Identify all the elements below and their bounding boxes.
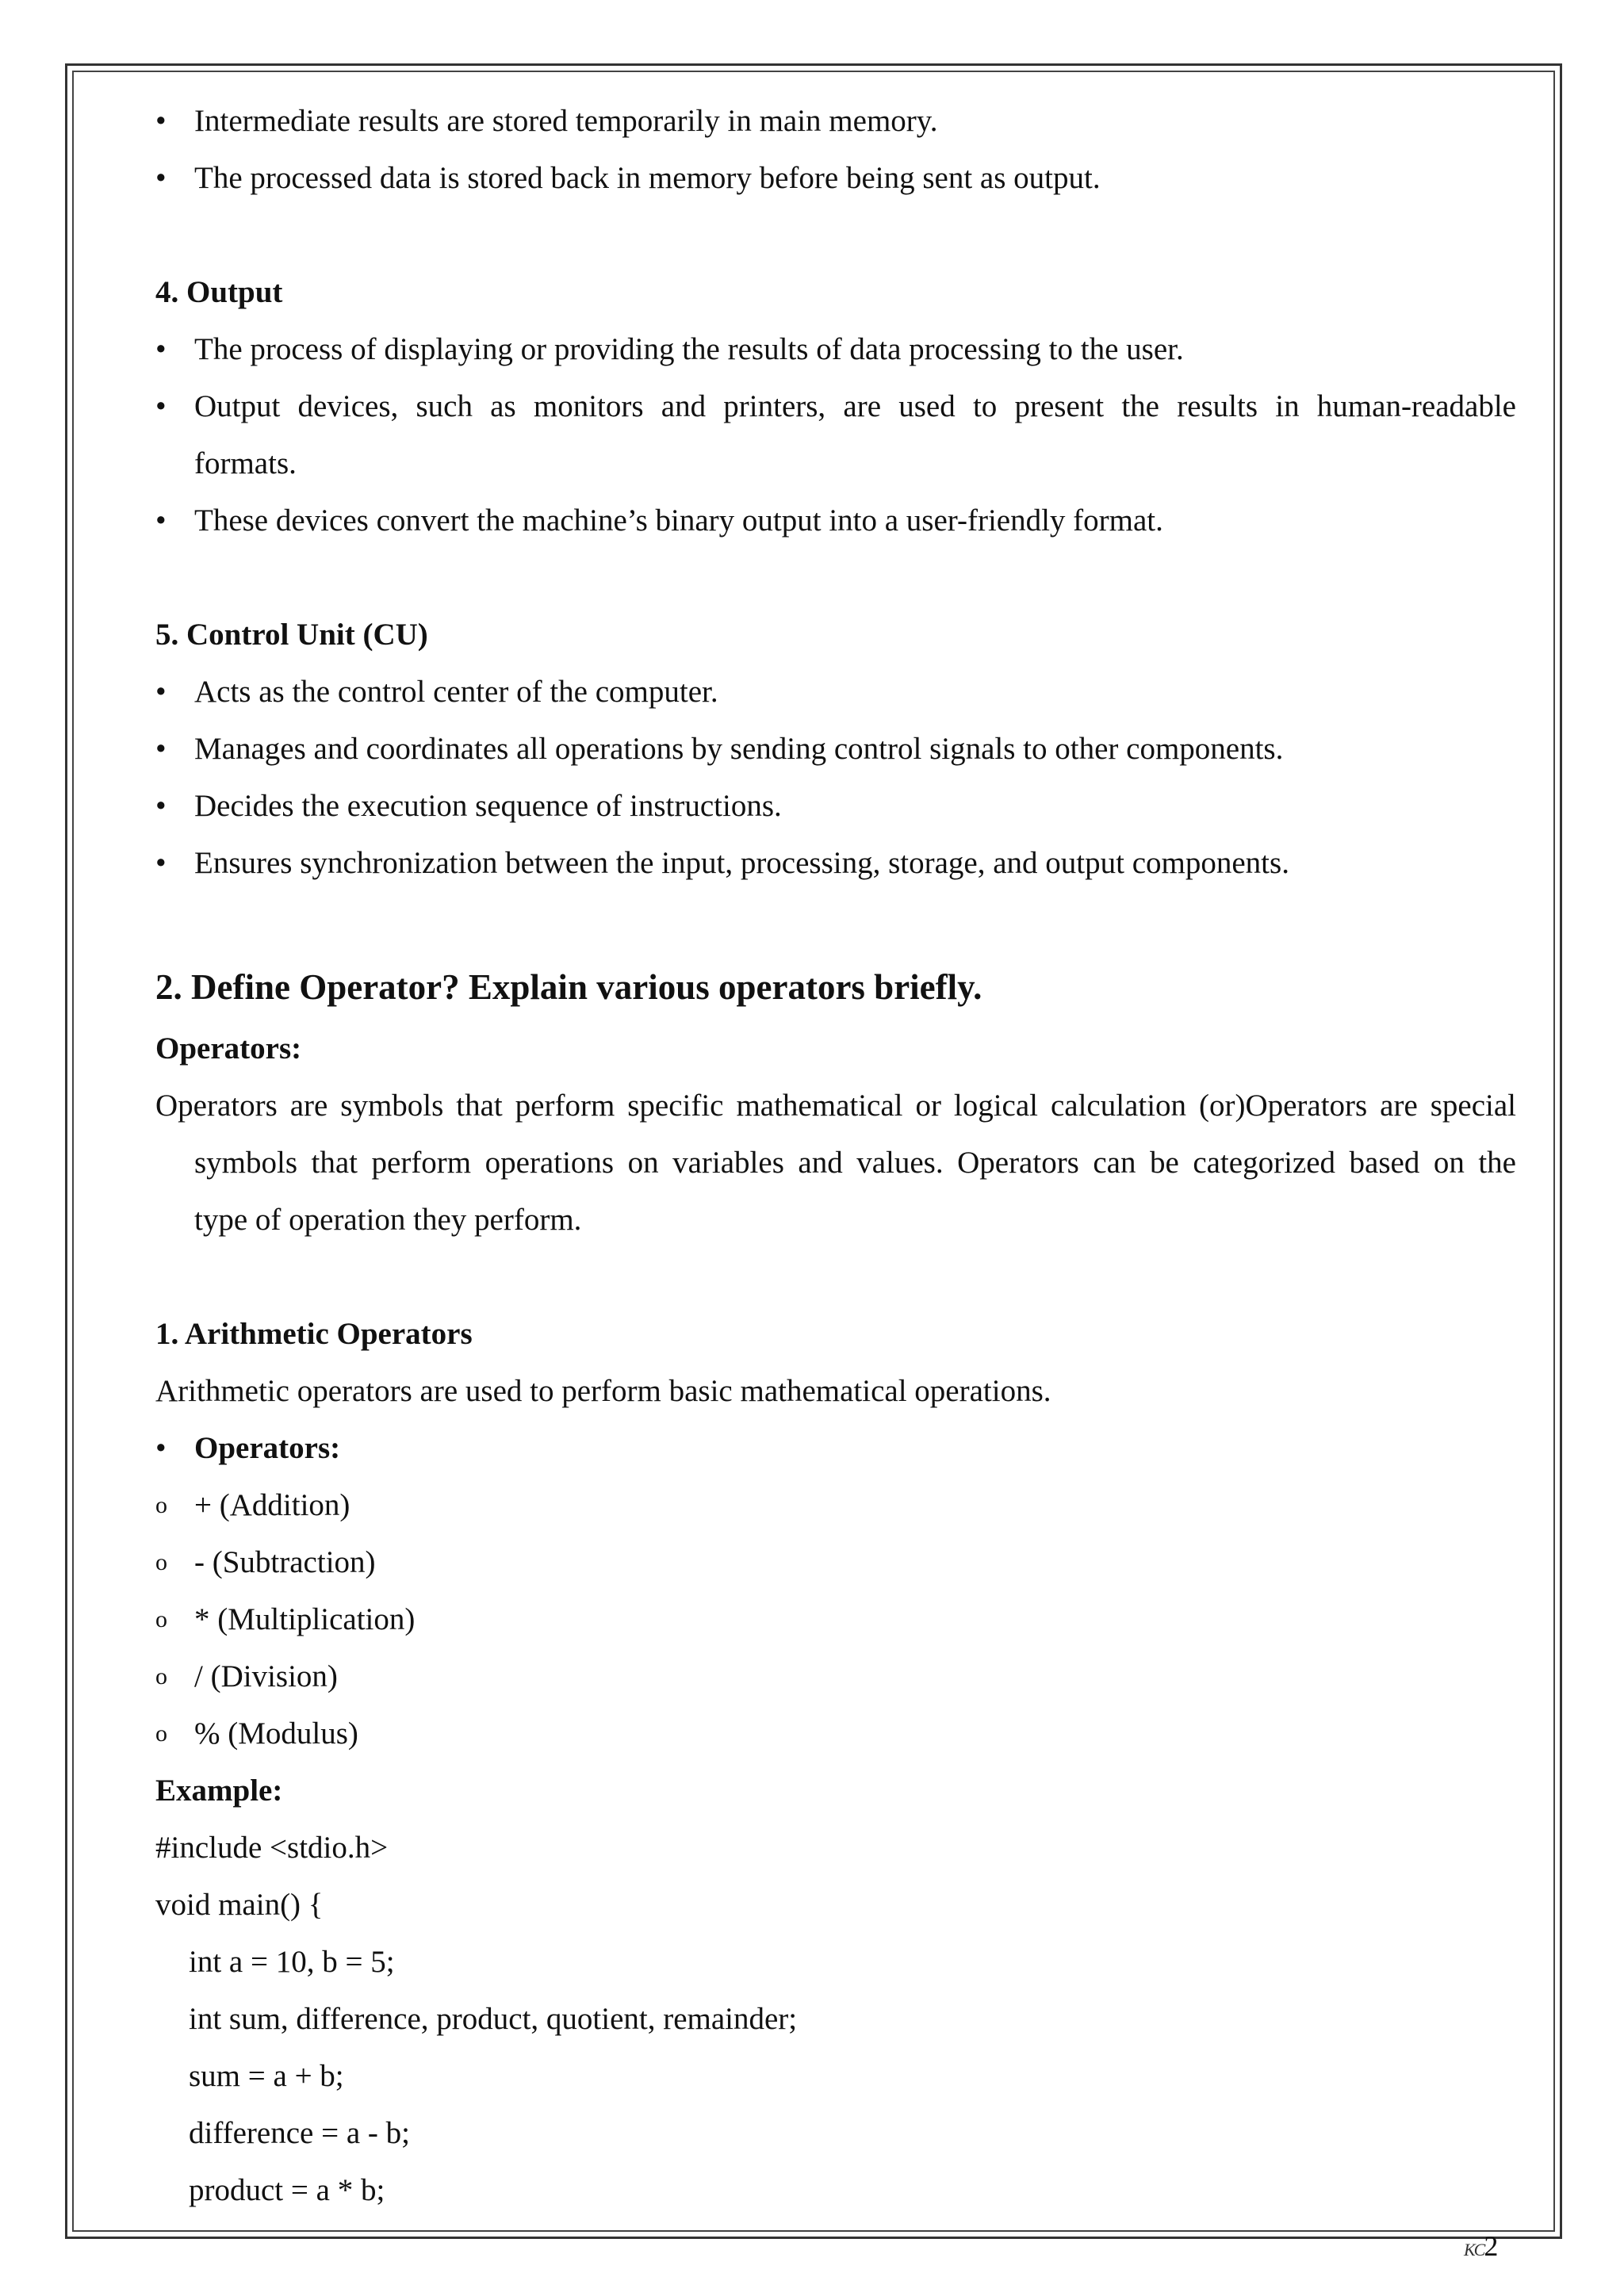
bullet-icon: • — [155, 675, 167, 709]
arithmetic-heading: 1. Arithmetic Operators — [155, 1317, 473, 1351]
list-item — [155, 664, 1516, 721]
circle-bullet-icon: o — [155, 1549, 167, 1575]
page-footer — [1464, 2226, 1498, 2266]
circle-bullet-icon: o — [155, 1663, 167, 1689]
operator-text: * (Multiplication) — [194, 1602, 416, 1636]
operator-item — [155, 1705, 1516, 1762]
circle-bullet-icon: o — [155, 1720, 167, 1747]
list-item-text: Intermediate results are stored temporarily in main memory. — [194, 104, 938, 138]
list-item-text: Manages and coordinates all operations by sending control signals to other components. — [194, 732, 1284, 766]
list-item-text: Acts as the control center of the computer. — [194, 675, 718, 709]
list-item — [155, 1420, 1516, 1477]
list-item — [155, 721, 1516, 778]
definition-line: Operators are symbols that perform specific mathematical or logical calculation (or)Operators are special — [155, 1089, 1516, 1123]
list-item-text: The processed data is stored back in memory before being sent as output. — [194, 161, 1101, 195]
operators-sublabel: Operators: — [194, 1431, 341, 1465]
arithmetic-description: Arithmetic operators are used to perform basic mathematical operations. — [155, 1374, 1051, 1408]
operator-text: % (Modulus) — [194, 1716, 358, 1751]
operator-text: / (Division) — [194, 1659, 338, 1693]
bullet-icon: • — [155, 161, 167, 195]
code-line: #include <stdio.h> — [155, 1831, 389, 1865]
operator-item — [155, 1591, 1516, 1648]
bullet-icon: • — [155, 789, 167, 823]
code-line: difference = a - b; — [189, 2116, 410, 2150]
example-label: Example: — [155, 1774, 283, 1808]
list-item-text: Ensures synchronization between the input, processing, storage, and output components. — [194, 846, 1289, 880]
operator-text: + (Addition) — [194, 1488, 350, 1522]
definition-line: symbols that perform operations on variables and values. Operators can be categorized based on the — [194, 1146, 1516, 1180]
bullet-icon: • — [155, 1431, 167, 1465]
list-item — [155, 778, 1516, 835]
author-mark: KC — [1464, 2240, 1484, 2260]
list-item-continuation — [155, 435, 1516, 492]
bullet-icon: • — [155, 332, 167, 366]
list-item — [155, 835, 1516, 892]
bullet-icon: • — [155, 104, 167, 138]
list-item — [155, 492, 1516, 549]
operators-label: Operators: — [155, 1031, 302, 1066]
list-item-text: Output devices, such as monitors and printers, are used to present the results in human-readable — [194, 389, 1516, 423]
list-item-text: formats. — [194, 446, 297, 480]
list-item — [155, 378, 1516, 435]
control-unit-heading: 5. Control Unit (CU) — [155, 618, 428, 652]
circle-bullet-icon: o — [155, 1492, 167, 1518]
operator-item — [155, 1477, 1516, 1534]
question-title: 2. Define Operator? Explain various operators briefly. — [155, 967, 982, 1007]
bullet-icon: • — [155, 503, 167, 538]
circle-bullet-icon: o — [155, 1606, 167, 1632]
operator-item — [155, 1534, 1516, 1591]
list-item — [155, 321, 1516, 378]
page-number: 2 — [1484, 2230, 1499, 2262]
operator-text: - (Subtraction) — [194, 1545, 376, 1579]
bullet-icon: • — [155, 389, 167, 423]
list-item-text: These devices convert the machine’s binary output into a user-friendly format. — [194, 503, 1163, 538]
operator-item — [155, 1648, 1516, 1705]
output-heading: 4. Output — [155, 275, 283, 309]
code-line: int a = 10, b = 5; — [189, 1945, 395, 1979]
code-line: void main() { — [155, 1888, 324, 1922]
bullet-icon: • — [155, 732, 167, 766]
code-line: sum = a + b; — [189, 2059, 344, 2093]
list-item — [155, 93, 1516, 150]
code-line: product = a * b; — [189, 2173, 385, 2207]
definition-line: type of operation they perform. — [194, 1203, 582, 1237]
list-item — [155, 150, 1516, 207]
list-item-text: Decides the execution sequence of instructions. — [194, 789, 782, 823]
code-line: int sum, difference, product, quotient, remainder; — [189, 2002, 798, 2036]
list-item-text: The process of displaying or providing the results of data processing to the user. — [194, 332, 1184, 366]
bullet-icon: • — [155, 846, 167, 880]
page-content — [155, 93, 1516, 2219]
